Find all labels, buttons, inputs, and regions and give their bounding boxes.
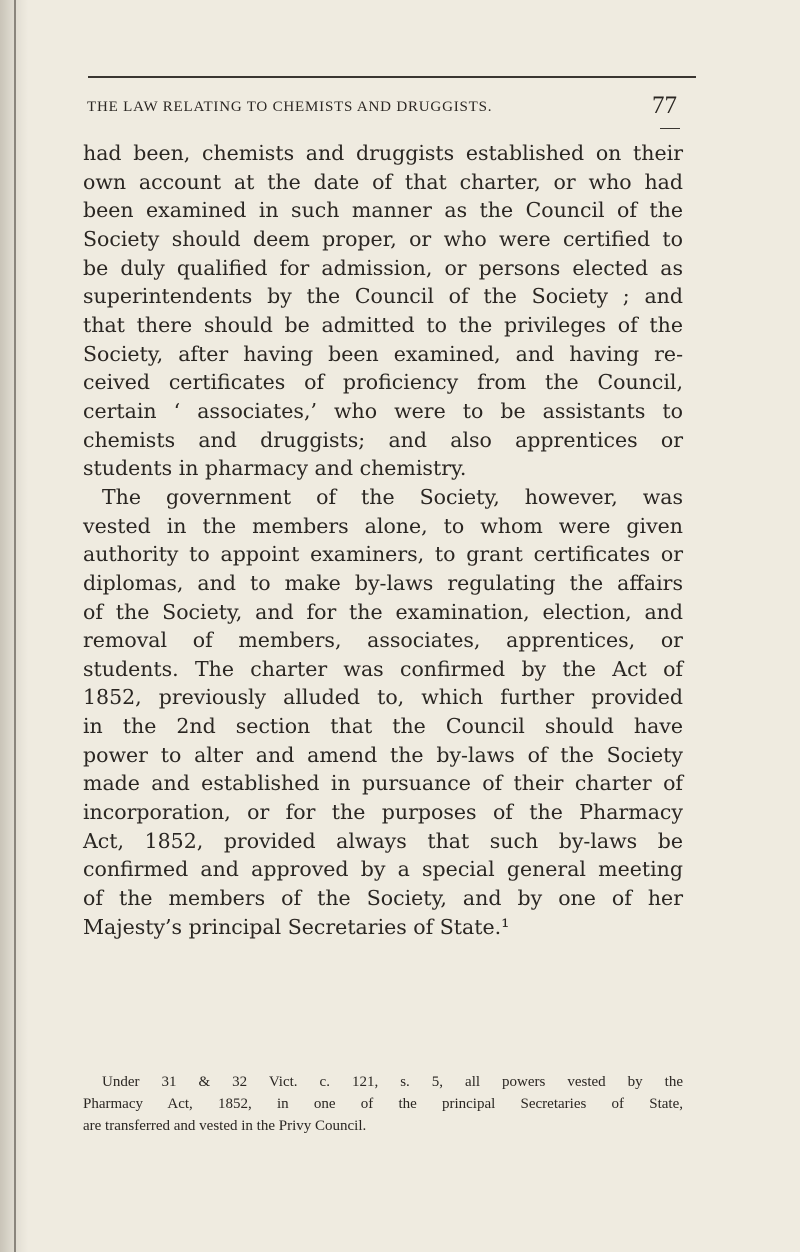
body-line: Majesty’s principal Secretaries of State.¹ (83, 914, 510, 939)
top-rule (88, 76, 696, 78)
body-line: that there should be admitted to the privileges of the (83, 312, 683, 337)
footnote-line: are transferred and vested in the Privy Council. (83, 1118, 367, 1134)
body-line: Society, after having been examined, and having re- (83, 341, 683, 366)
body-line: made and established in pursuance of their charter of (83, 771, 683, 796)
footnote (83, 1071, 683, 1137)
running-header (87, 92, 677, 126)
body-line: in the 2nd section that the Council should have (83, 714, 683, 739)
body-line: vested in the members alone, to whom were given (83, 513, 683, 538)
body-line: The government of the Society, however, was (102, 484, 683, 509)
body-line: be duly qualified for admission, or persons elected as (83, 255, 683, 280)
footnote-line: Pharmacy Act, 1852, in one of the principal Secretaries of State, (83, 1096, 683, 1112)
body-line: Society should deem proper, or who were certified to (83, 226, 683, 251)
page-number: 77 (652, 92, 677, 119)
body-line: chemists and druggists; and also apprentices or (83, 427, 683, 452)
body-line: 1852, previously alluded to, which further provided (83, 685, 683, 710)
running-title: THE LAW RELATING TO CHEMISTS AND DRUGGISTS. (87, 99, 493, 115)
body-line: power to alter and amend the by-laws of the Society (83, 742, 683, 767)
body-line: authority to appoint examiners, to grant certificates or (83, 542, 683, 567)
body-line: of the Society, and for the examination, election, and (83, 599, 683, 624)
body-line: diplomas, and to make by-laws regulating the affairs (83, 570, 683, 595)
body-line: had been, chemists and druggists established on their (83, 141, 683, 165)
body-line: of the members of the Society, and by one of her (83, 886, 683, 911)
header-rule (660, 128, 680, 129)
body-line: Act, 1852, provided always that such by-laws be (83, 828, 683, 853)
body-line: certain ‘ associates,’ who were to be assistants to (83, 398, 683, 423)
body-line: students. The charter was confirmed by the Act of (83, 656, 683, 681)
body-line: ceived certificates of proficiency from the Council, (83, 370, 683, 395)
footnote-line: Under 31 & 32 Vict. c. 121, s. 5, all powers vested by the (102, 1074, 683, 1090)
body-line: own account at the date of that charter, or who had (83, 169, 683, 194)
body-line: incorporation, or for the purposes of the Pharmacy (83, 800, 683, 825)
body-line: removal of members, associates, apprentices, or (83, 628, 683, 653)
body-line: confirmed and approved by a special general meeting (83, 857, 683, 882)
body-line: been examined in such manner as the Council of the (83, 198, 683, 223)
body-text (83, 139, 683, 941)
body-line: students in pharmacy and chemistry. (83, 456, 467, 481)
binding-edge-line (14, 0, 16, 1252)
body-line: superintendents by the Council of the Society ; and (83, 284, 683, 309)
